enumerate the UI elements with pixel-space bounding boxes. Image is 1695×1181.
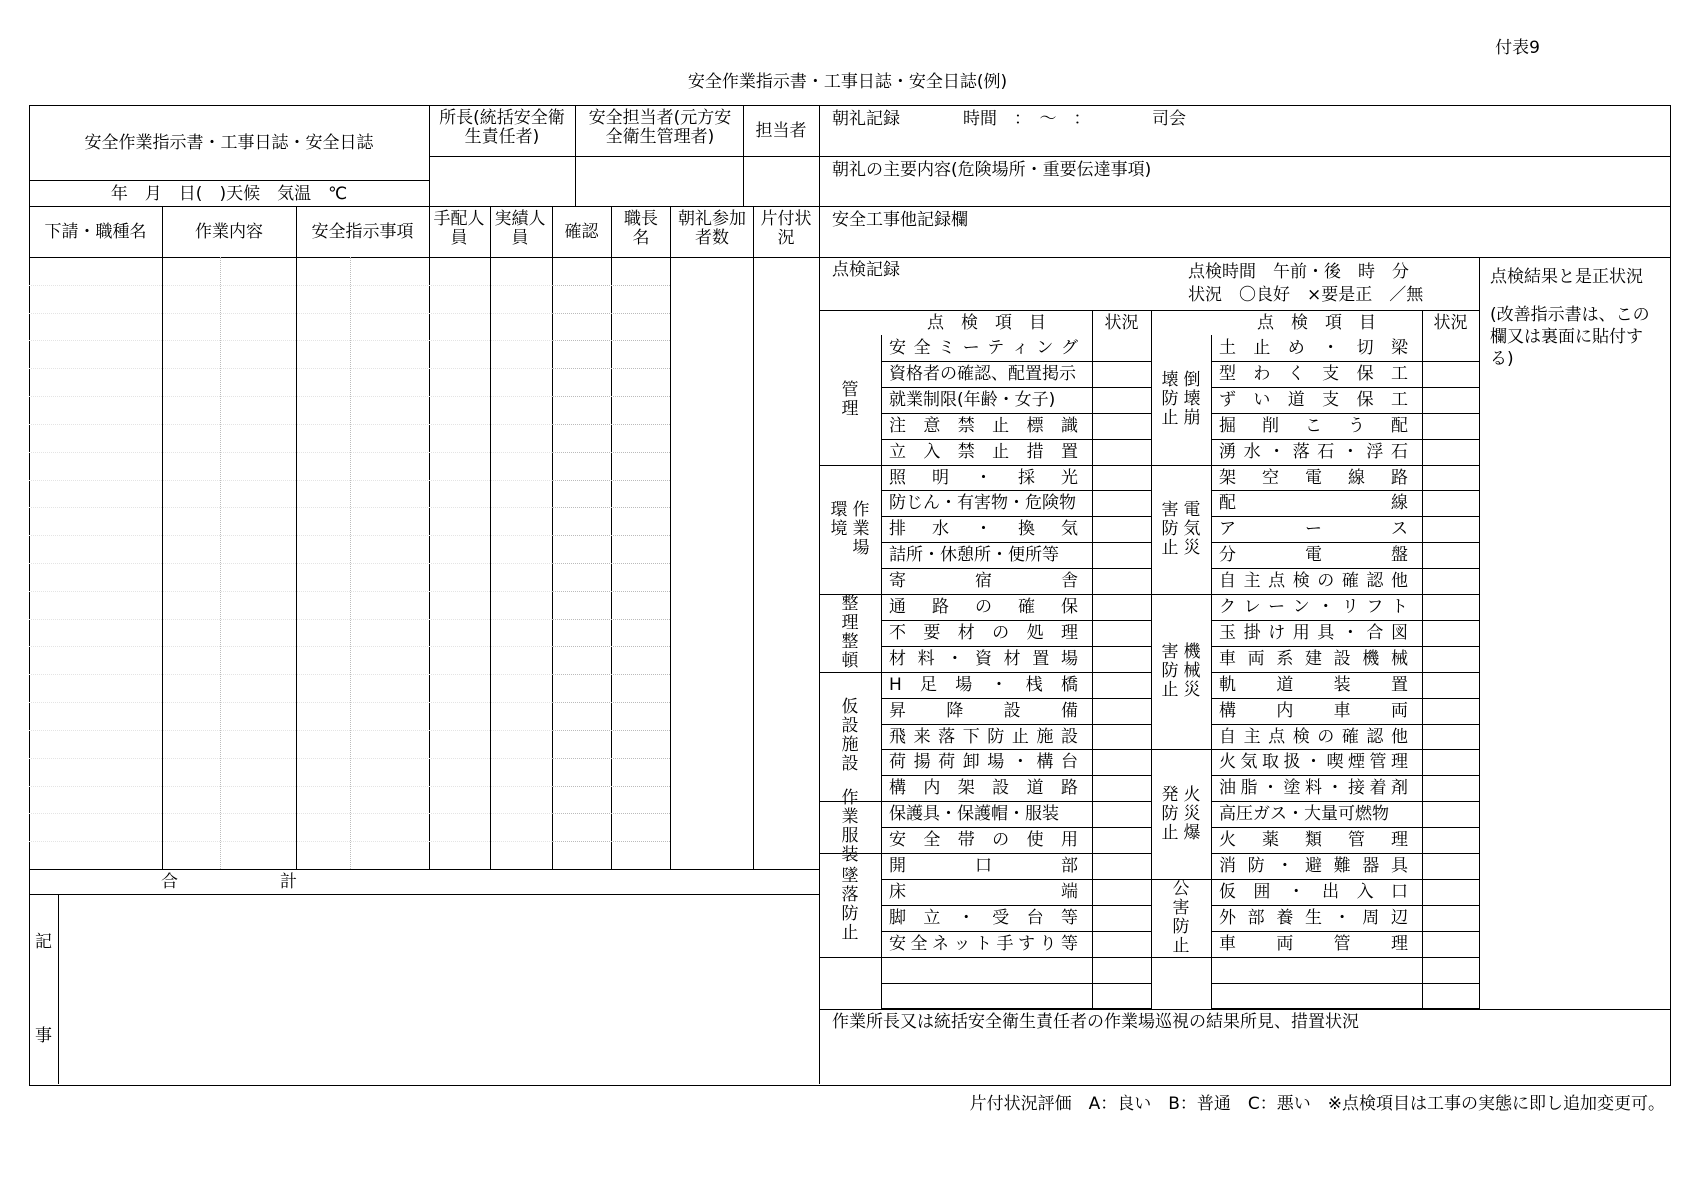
left-item-0-2: 就業制限(年齢・女子) bbox=[889, 389, 1056, 410]
left-item-5-1: 床 端 bbox=[889, 881, 1078, 902]
category-divider bbox=[1151, 594, 1211, 595]
left-item-0-1: 資格者の確認、配置掲示 bbox=[889, 363, 1076, 384]
right-item-1-3: 分 電 盤 bbox=[1219, 545, 1408, 566]
category-divider bbox=[1151, 465, 1211, 466]
left-item-3-2: 飛 来 落 下 防 止 施 設 bbox=[889, 726, 1078, 747]
left-item-1-3: 詰所・休憩所・便所等 bbox=[889, 545, 1059, 566]
data-row-divider bbox=[552, 841, 670, 842]
item-header-left: 点 検 項 目 bbox=[927, 313, 1046, 333]
data-row-divider bbox=[29, 646, 552, 647]
data-row-divider bbox=[552, 619, 670, 620]
data-row-divider bbox=[552, 340, 670, 341]
blank-row-divider bbox=[1211, 983, 1479, 984]
data-row-divider bbox=[29, 674, 552, 675]
item-row-divider bbox=[881, 568, 1151, 569]
item-row-divider bbox=[881, 827, 1151, 828]
data-row-divider bbox=[29, 340, 552, 341]
data-row-divider bbox=[552, 424, 670, 425]
left-item-5-2: 脚 立 ・ 受 台 等 bbox=[889, 907, 1078, 928]
item-row-divider bbox=[1211, 490, 1479, 491]
data-row-divider bbox=[552, 563, 670, 564]
page-title: 安全作業指示書・工事日誌・安全日誌(例) bbox=[687, 72, 1008, 92]
right-item-0-4: 湧 水 ・ 落 石 ・ 浮 石 bbox=[1219, 441, 1408, 462]
right-item-2-4: 構 内 車 両 bbox=[1219, 700, 1408, 721]
item-row-divider bbox=[881, 465, 1151, 466]
right-item-0-3: 掘 削 こ う 配 bbox=[1219, 415, 1408, 436]
data-row-divider bbox=[29, 480, 552, 481]
col-subcontractor: 下請・職種名 bbox=[44, 222, 147, 242]
left-item-1-1: 防じん・有害物・危険物 bbox=[889, 493, 1076, 514]
data-row-divider bbox=[29, 813, 552, 814]
right-item-0-0: 土 止 め ・ 切 梁 bbox=[1219, 338, 1408, 358]
data-row-divider bbox=[29, 452, 552, 453]
item-row-divider bbox=[1211, 646, 1479, 647]
item-row-divider bbox=[881, 361, 1151, 362]
right-item-2-5: 自 主 点 検 の 確 認 他 bbox=[1219, 726, 1408, 747]
left-category-3: 仮 設 施 設 bbox=[841, 697, 859, 775]
item-row-divider bbox=[1211, 724, 1479, 725]
left-item-3-0: H 足 場 ・ 桟 橋 bbox=[889, 674, 1078, 695]
data-row-divider bbox=[29, 702, 552, 703]
status-header-right: 状況 bbox=[1433, 313, 1468, 333]
item-row-divider bbox=[1211, 542, 1479, 543]
item-row-divider bbox=[1211, 361, 1479, 362]
item-row-divider bbox=[881, 724, 1151, 725]
left-item-0-0: 安 全 ミ ー テ ィ ン グ bbox=[889, 338, 1078, 358]
col-morning-attendees: 朝礼参加者数 bbox=[678, 209, 746, 248]
data-row-divider bbox=[29, 368, 552, 369]
left-item-4-0: 保護具・保護帽・服装 bbox=[889, 804, 1059, 825]
total-label: 合 計 bbox=[161, 872, 297, 892]
col-cleanup: 片付状況 bbox=[760, 209, 812, 248]
item-row-divider bbox=[881, 542, 1151, 543]
left-item-2-2: 材 料 ・ 資 材 置 場 bbox=[889, 648, 1078, 669]
right-category-1: 電 気 災 害 防 止 bbox=[1161, 499, 1201, 558]
col-safety-instructions: 安全指示事項 bbox=[311, 222, 414, 242]
data-row-divider bbox=[552, 368, 670, 369]
item-row-divider bbox=[881, 801, 1151, 802]
left-item-3-1: 昇 降 設 備 bbox=[889, 700, 1078, 721]
item-row-divider bbox=[1211, 827, 1479, 828]
data-row-divider bbox=[29, 841, 552, 842]
right-item-2-1: 玉 掛 け 用 具 ・ 合 図 bbox=[1219, 622, 1408, 643]
right-item-0-2: ず い 道 支 保 工 bbox=[1219, 389, 1408, 410]
blank-row-divider bbox=[881, 983, 1151, 984]
data-row-divider bbox=[552, 702, 670, 703]
data-row-divider bbox=[552, 591, 670, 592]
item-row-divider bbox=[1211, 465, 1479, 466]
category-divider bbox=[819, 672, 881, 673]
col-actual-staff: 実績人員 bbox=[494, 209, 546, 248]
right-item-4-1: 外 部 養 生 ・ 周 辺 bbox=[1219, 907, 1408, 928]
director-label: 所長(統括安全衛生責任者) bbox=[439, 108, 565, 147]
data-row-divider bbox=[552, 786, 670, 787]
category-divider bbox=[819, 957, 881, 958]
item-row-divider bbox=[1211, 672, 1479, 673]
right-item-3-2: 高圧ガス・大量可燃物 bbox=[1219, 804, 1389, 825]
data-row-divider bbox=[29, 507, 552, 508]
data-row-divider bbox=[29, 313, 552, 314]
person-in-charge-label: 担当者 bbox=[755, 121, 807, 141]
right-item-4-2: 車 両 管 理 bbox=[1219, 933, 1408, 954]
item-row-divider bbox=[1211, 749, 1479, 750]
notes-label-2: 事 bbox=[35, 1026, 52, 1046]
data-row-divider bbox=[29, 424, 552, 425]
left-item-5-3: 安 全 ネ ッ ト 手 す り 等 bbox=[889, 933, 1078, 954]
data-row-divider bbox=[552, 313, 670, 314]
left-item-0-3: 注 意 禁 止 標 識 bbox=[889, 415, 1078, 436]
item-row-divider bbox=[881, 516, 1151, 517]
inspection-time: 点検時間 午前・後 時 分 bbox=[1188, 262, 1409, 282]
item-row-divider bbox=[881, 490, 1151, 491]
left-item-2-1: 不 要 材 の 処 理 bbox=[889, 622, 1078, 643]
left-item-5-0: 開 口 部 bbox=[889, 856, 1078, 876]
inspection-status-legend: 状況 〇良好 ×要是正 ／無 bbox=[1188, 285, 1424, 305]
item-row-divider bbox=[881, 620, 1151, 621]
data-row-divider bbox=[29, 786, 552, 787]
right-category-4: 公 害 防 止 bbox=[1172, 878, 1190, 956]
form-title: 安全作業指示書・工事日誌・安全日誌 bbox=[84, 133, 374, 153]
right-item-1-1: 配 線 bbox=[1219, 493, 1408, 514]
right-item-2-0: ク レ ー ン ・ リ フ ト bbox=[1219, 597, 1408, 617]
right-item-0-1: 型 わ く 支 保 工 bbox=[1219, 363, 1408, 384]
data-row-divider bbox=[552, 396, 670, 397]
left-item-1-4: 寄 宿 舎 bbox=[889, 571, 1078, 592]
morning-content-label: 朝礼の主要内容(危険場所・重要伝達事項) bbox=[832, 160, 1152, 180]
category-divider bbox=[819, 465, 881, 466]
safety-manager-label: 安全担当者(元方安全衛生管理者) bbox=[588, 108, 732, 147]
item-row-divider bbox=[881, 749, 1151, 750]
left-category-1: 作 業 場 環 境 bbox=[830, 499, 870, 558]
right-item-1-0: 架 空 電 線 路 bbox=[1219, 467, 1408, 488]
inspection-result-note: (改善指示書は、この欄又は裏面に貼付する) bbox=[1490, 305, 1650, 369]
data-row-divider bbox=[552, 480, 670, 481]
item-row-divider bbox=[1211, 387, 1479, 388]
right-category-0: 倒 壊 崩 壊 防 止 bbox=[1161, 370, 1201, 429]
left-item-3-3: 荷 揚 荷 卸 場 ・ 構 台 bbox=[889, 752, 1078, 773]
right-item-2-2: 車 両 系 建 設 機 械 bbox=[1219, 648, 1408, 669]
right-item-4-0: 仮 囲 ・ 出 入 口 bbox=[1219, 881, 1408, 902]
col-foreman: 職長名 bbox=[624, 209, 658, 248]
status-header-left: 状況 bbox=[1104, 313, 1139, 333]
left-category-4: 作 業 服 装 bbox=[841, 788, 859, 866]
safety-record-label: 安全工事他記録欄 bbox=[832, 210, 968, 230]
morning-record-label: 朝礼記録 bbox=[832, 109, 900, 129]
item-row-divider bbox=[1211, 853, 1479, 854]
right-item-3-0: 火 気 取 扱 ・ 喫 煙 管 理 bbox=[1219, 752, 1408, 773]
item-header-right: 点 検 項 目 bbox=[1257, 313, 1376, 333]
left-item-2-0: 通 路 の 確 保 bbox=[889, 597, 1078, 617]
item-row-divider bbox=[881, 387, 1151, 388]
left-item-1-2: 排 水 ・ 換 気 bbox=[889, 519, 1078, 540]
left-item-0-4: 立 入 禁 止 措 置 bbox=[889, 441, 1078, 462]
data-row-divider bbox=[552, 730, 670, 731]
notes-label-1: 記 bbox=[35, 932, 52, 952]
morning-chair-label: 司会 bbox=[1152, 109, 1186, 129]
footer-note: 片付状況評価 A：良い B：普通 C：悪い ※点検項目は工事の実態に即し追加変更可。 bbox=[969, 1094, 1665, 1114]
page-label: 付表9 bbox=[1495, 38, 1540, 58]
column-guide bbox=[220, 257, 221, 869]
data-row-divider bbox=[29, 730, 552, 731]
item-row-divider bbox=[881, 594, 1151, 595]
item-row-divider bbox=[1211, 568, 1479, 569]
data-row-divider bbox=[552, 758, 670, 759]
right-item-1-2: ア ー ス bbox=[1219, 519, 1408, 540]
data-row-divider bbox=[29, 285, 552, 286]
category-divider bbox=[1151, 749, 1211, 750]
data-row-divider bbox=[552, 813, 670, 814]
right-category-3: 火 災 爆 発 防 止 bbox=[1161, 784, 1201, 843]
data-row-divider bbox=[552, 507, 670, 508]
item-row-divider bbox=[1211, 879, 1479, 880]
left-category-0: 管 理 bbox=[841, 379, 859, 419]
item-row-divider bbox=[1211, 439, 1479, 440]
inspection-label: 点検記録 bbox=[832, 260, 900, 280]
col-confirmation: 確認 bbox=[564, 222, 599, 242]
col-work-content: 作業内容 bbox=[195, 222, 263, 242]
item-row-divider bbox=[881, 646, 1151, 647]
item-row-divider bbox=[881, 931, 1151, 932]
right-item-2-3: 軌 道 装 置 bbox=[1219, 674, 1408, 695]
right-item-1-4: 自 主 点 検 の 確 認 他 bbox=[1219, 571, 1408, 592]
item-row-divider bbox=[881, 775, 1151, 776]
data-row-divider bbox=[552, 674, 670, 675]
item-row-divider bbox=[1211, 801, 1479, 802]
item-row-divider bbox=[1211, 413, 1479, 414]
data-row-divider bbox=[552, 452, 670, 453]
morning-time-label: 時間 ： 〜 ： bbox=[963, 109, 1091, 129]
data-row-divider bbox=[29, 396, 552, 397]
data-row-divider bbox=[29, 535, 552, 536]
data-row-divider bbox=[29, 619, 552, 620]
right-item-3-4: 消 防 ・ 避 難 器 具 bbox=[1219, 856, 1408, 876]
item-row-divider bbox=[1211, 594, 1479, 595]
item-row-divider bbox=[1211, 905, 1479, 906]
data-row-divider bbox=[29, 563, 552, 564]
item-row-divider bbox=[1211, 620, 1479, 621]
right-category-2: 機 械 災 害 防 止 bbox=[1161, 642, 1201, 701]
item-row-divider bbox=[1211, 931, 1479, 932]
data-row-divider bbox=[552, 535, 670, 536]
left-category-5: 墜 落 防 止 bbox=[841, 865, 859, 943]
observation-label: 作業所長又は統括安全衛生責任者の作業場巡視の結果所見、措置状況 bbox=[832, 1012, 1359, 1032]
data-row-divider bbox=[552, 285, 670, 286]
item-row-divider bbox=[1211, 698, 1479, 699]
data-row-divider bbox=[552, 646, 670, 647]
item-row-divider bbox=[881, 439, 1151, 440]
item-row-divider bbox=[881, 905, 1151, 906]
date-weather-line: 年 月 日( )天候 気温 ℃ bbox=[110, 184, 348, 204]
item-row-divider bbox=[881, 698, 1151, 699]
item-row-divider bbox=[881, 879, 1151, 880]
left-item-3-4: 構 内 架 設 道 路 bbox=[889, 778, 1078, 799]
right-item-3-1: 油 脂 ・ 塗 料 ・ 接 着 剤 bbox=[1219, 778, 1408, 799]
category-divider bbox=[1151, 957, 1211, 958]
column-guide bbox=[350, 257, 351, 869]
item-row-divider bbox=[881, 957, 1151, 958]
left-item-1-0: 照 明 ・ 採 光 bbox=[889, 467, 1078, 488]
item-row-divider bbox=[881, 672, 1151, 673]
item-row-divider bbox=[1211, 775, 1479, 776]
left-item-4-1: 安 全 帯 の 使 用 bbox=[889, 830, 1078, 851]
item-row-divider bbox=[881, 853, 1151, 854]
item-row-divider bbox=[1211, 516, 1479, 517]
data-row-divider bbox=[29, 758, 552, 759]
right-item-3-3: 火 薬 類 管 理 bbox=[1219, 830, 1408, 851]
item-row-divider bbox=[881, 413, 1151, 414]
data-row-divider bbox=[29, 591, 552, 592]
item-row-divider bbox=[1211, 957, 1479, 958]
inspection-result-label: 点検結果と是正状況 bbox=[1490, 267, 1643, 287]
left-category-2: 整 理 整 頓 bbox=[841, 593, 859, 671]
col-planned-staff: 手配人員 bbox=[433, 209, 485, 248]
